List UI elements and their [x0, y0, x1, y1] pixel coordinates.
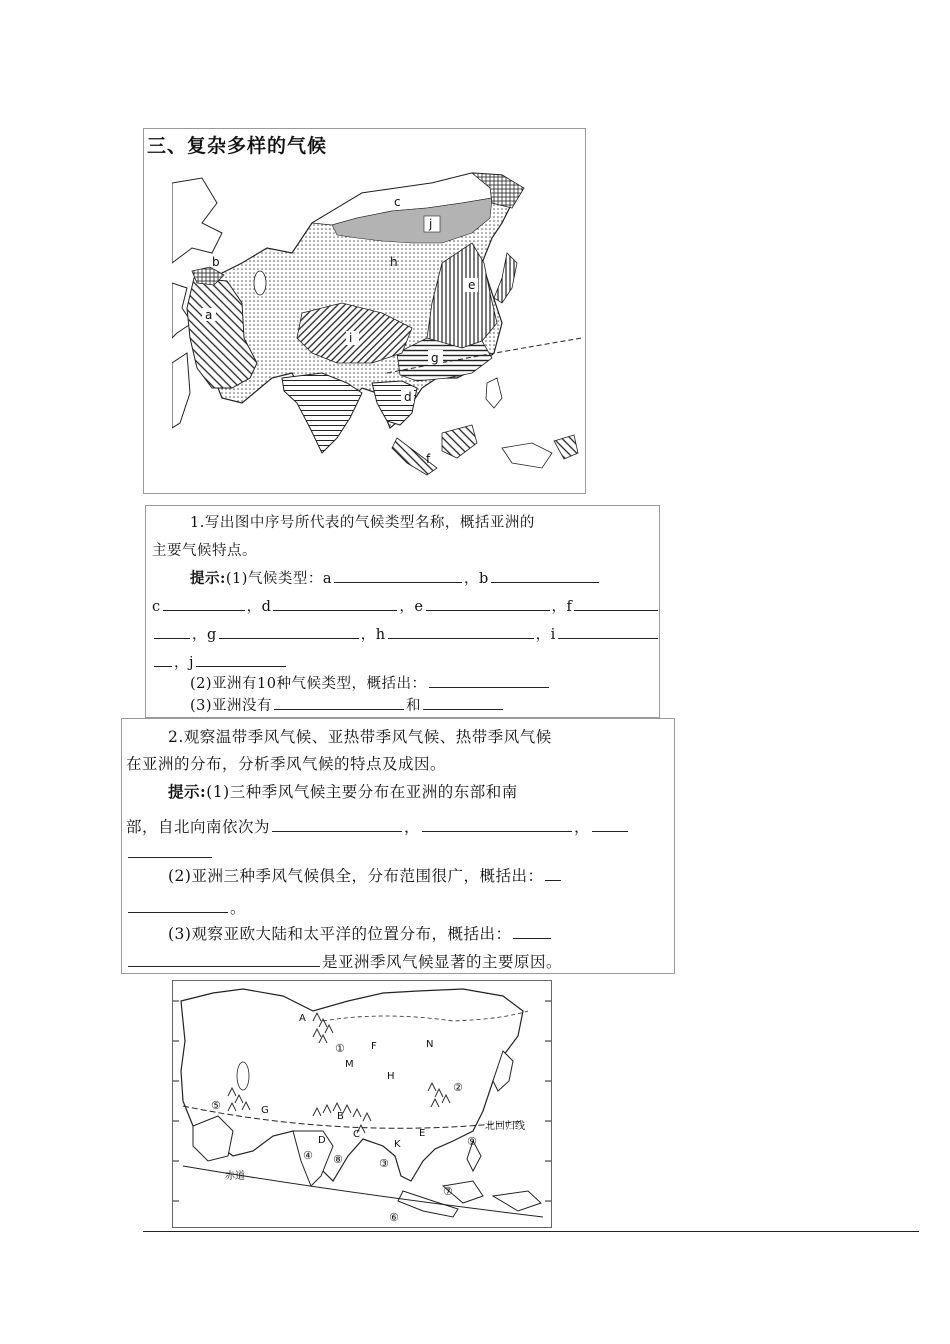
- map2-num-1: ①: [335, 1042, 345, 1055]
- q1-sep-g: ，g: [192, 627, 217, 643]
- q2-line-2: 在亚洲的分布，分析季风气候的特点及成因。: [126, 755, 447, 773]
- map1-label-j: j: [429, 217, 433, 231]
- q1-sep-e: ，e: [399, 599, 424, 615]
- q1-sep-d: ，d: [246, 599, 272, 615]
- q2-p1b: 部，自北向南依次为: [126, 818, 271, 836]
- map2-letter-H: H: [387, 1071, 395, 1082]
- blank-q2-p1-1[interactable]: [272, 817, 402, 832]
- blank-h[interactable]: [388, 624, 534, 639]
- map2-letter-B: B: [337, 1111, 344, 1122]
- q2-hint: 提示:: [168, 782, 207, 801]
- blank-q2-p3-cont[interactable]: [128, 952, 320, 967]
- blank-q2-p1-3[interactable]: [592, 817, 628, 832]
- q1-p2: (2)亚洲有10种气候类型，概括出：: [190, 676, 427, 692]
- map2-num-4: ④: [303, 1149, 313, 1162]
- q1-p3a: (3)亚洲没有: [190, 698, 273, 714]
- section-title: 三、复杂多样的气候: [147, 135, 328, 157]
- q2-comma-1: ，: [404, 818, 421, 836]
- q1-sep-h: ，h: [360, 627, 386, 643]
- blank-q1-p3-2[interactable]: [423, 695, 503, 710]
- map2-num-5: ⑤: [211, 1099, 221, 1112]
- blank-a[interactable]: [334, 568, 462, 583]
- map2-num-6: ⑥: [389, 1211, 399, 1224]
- q2-p3: (3)观察亚欧大陆和太平洋的位置分布，概括出：: [168, 925, 512, 943]
- q1-line-1: 1.写出图中序号所代表的气候类型名称，概括亚洲的: [190, 515, 535, 531]
- asia-physical-map: [173, 981, 551, 1227]
- map1-label-h: h: [390, 255, 398, 269]
- map2-letter-E: E: [419, 1128, 426, 1139]
- map1-label-d: d: [404, 390, 412, 404]
- q1-line-2: 主要气候特点。: [152, 543, 257, 559]
- blank-q2-p2[interactable]: [545, 866, 561, 881]
- question-1-panel: [145, 505, 660, 718]
- map2-letter-A: A: [299, 1013, 306, 1024]
- asia-climate-map: [172, 163, 582, 489]
- q2-p2: (2)亚洲三种季风气候俱全，分布范围很广，概括出：: [168, 867, 544, 885]
- q1-sep-j: ，j: [174, 655, 194, 671]
- q1-sep-f: ，f: [551, 599, 573, 615]
- q2-line-1: 2.观察温带季风气候、亚热带季风气候、热带季风气候: [168, 728, 552, 746]
- blank-f-cont[interactable]: [154, 624, 190, 639]
- map1-label-f: f: [426, 452, 431, 466]
- q1-sep-i: ，i: [535, 627, 556, 643]
- map2-num-7: ⑦: [443, 1185, 453, 1198]
- climate-map-panel: [143, 128, 586, 494]
- q2-period: 。: [230, 899, 247, 917]
- blank-q1-p2[interactable]: [429, 673, 549, 688]
- map2-letter-C: C: [353, 1129, 360, 1140]
- blank-f[interactable]: [574, 596, 658, 611]
- blank-j[interactable]: [196, 652, 286, 667]
- q1-sep-b: ，b: [464, 571, 489, 587]
- map1-label-c: c: [394, 195, 401, 209]
- q1-p3b: 和: [406, 698, 422, 714]
- q1-c: c: [152, 599, 161, 615]
- map1-label-g: g: [431, 351, 439, 365]
- map2-num-8: ⑧: [333, 1153, 343, 1166]
- blank-g[interactable]: [219, 624, 359, 639]
- map2-letter-F: F: [371, 1041, 377, 1052]
- map1-label-i: i: [349, 331, 353, 345]
- q1-p1-intro: (1)气候类型：a: [225, 571, 333, 587]
- blank-q1-p3-1[interactable]: [274, 695, 404, 710]
- q2-p1a: (1)三种季风气候主要分布在亚洲的东部和南: [206, 783, 518, 801]
- question-2-panel: [121, 718, 675, 974]
- blank-c[interactable]: [163, 596, 245, 611]
- bottom-rule: [143, 1231, 919, 1232]
- map2-letter-G: G: [261, 1105, 269, 1116]
- q1-hint: 提示:: [190, 570, 226, 587]
- blank-q2-p1-2[interactable]: [422, 817, 572, 832]
- blank-i-cont[interactable]: [154, 652, 172, 667]
- map1-label-e: e: [468, 278, 476, 292]
- map1-label-a: a: [205, 308, 213, 322]
- map2-letter-M: M: [345, 1059, 354, 1070]
- asia-physical-map-panel: [172, 980, 552, 1228]
- blank-q2-p3[interactable]: [513, 924, 551, 939]
- blank-i[interactable]: [558, 624, 658, 639]
- blank-e[interactable]: [426, 596, 550, 611]
- map2-letter-K: K: [394, 1139, 401, 1150]
- map2-letter-D: D: [318, 1135, 326, 1146]
- blank-q2-p2-cont[interactable]: [128, 898, 228, 913]
- map2-equator-label: 赤道: [225, 1171, 245, 1182]
- map2-tropic-label: 北回归线: [485, 1121, 525, 1132]
- map2-num-2: ②: [453, 1081, 463, 1094]
- q2-comma-2: ，: [574, 818, 591, 836]
- q2-p3-end: 是亚洲季风气候显著的主要原因。: [322, 953, 563, 971]
- map2-letter-N: N: [426, 1039, 434, 1050]
- blank-q2-p1-3-cont[interactable]: [128, 843, 212, 858]
- blank-b[interactable]: [491, 568, 599, 583]
- map2-num-9: ⑨: [467, 1135, 477, 1148]
- map1-label-b: b: [212, 255, 220, 269]
- blank-d[interactable]: [273, 596, 397, 611]
- map2-num-3: ③: [379, 1157, 389, 1170]
